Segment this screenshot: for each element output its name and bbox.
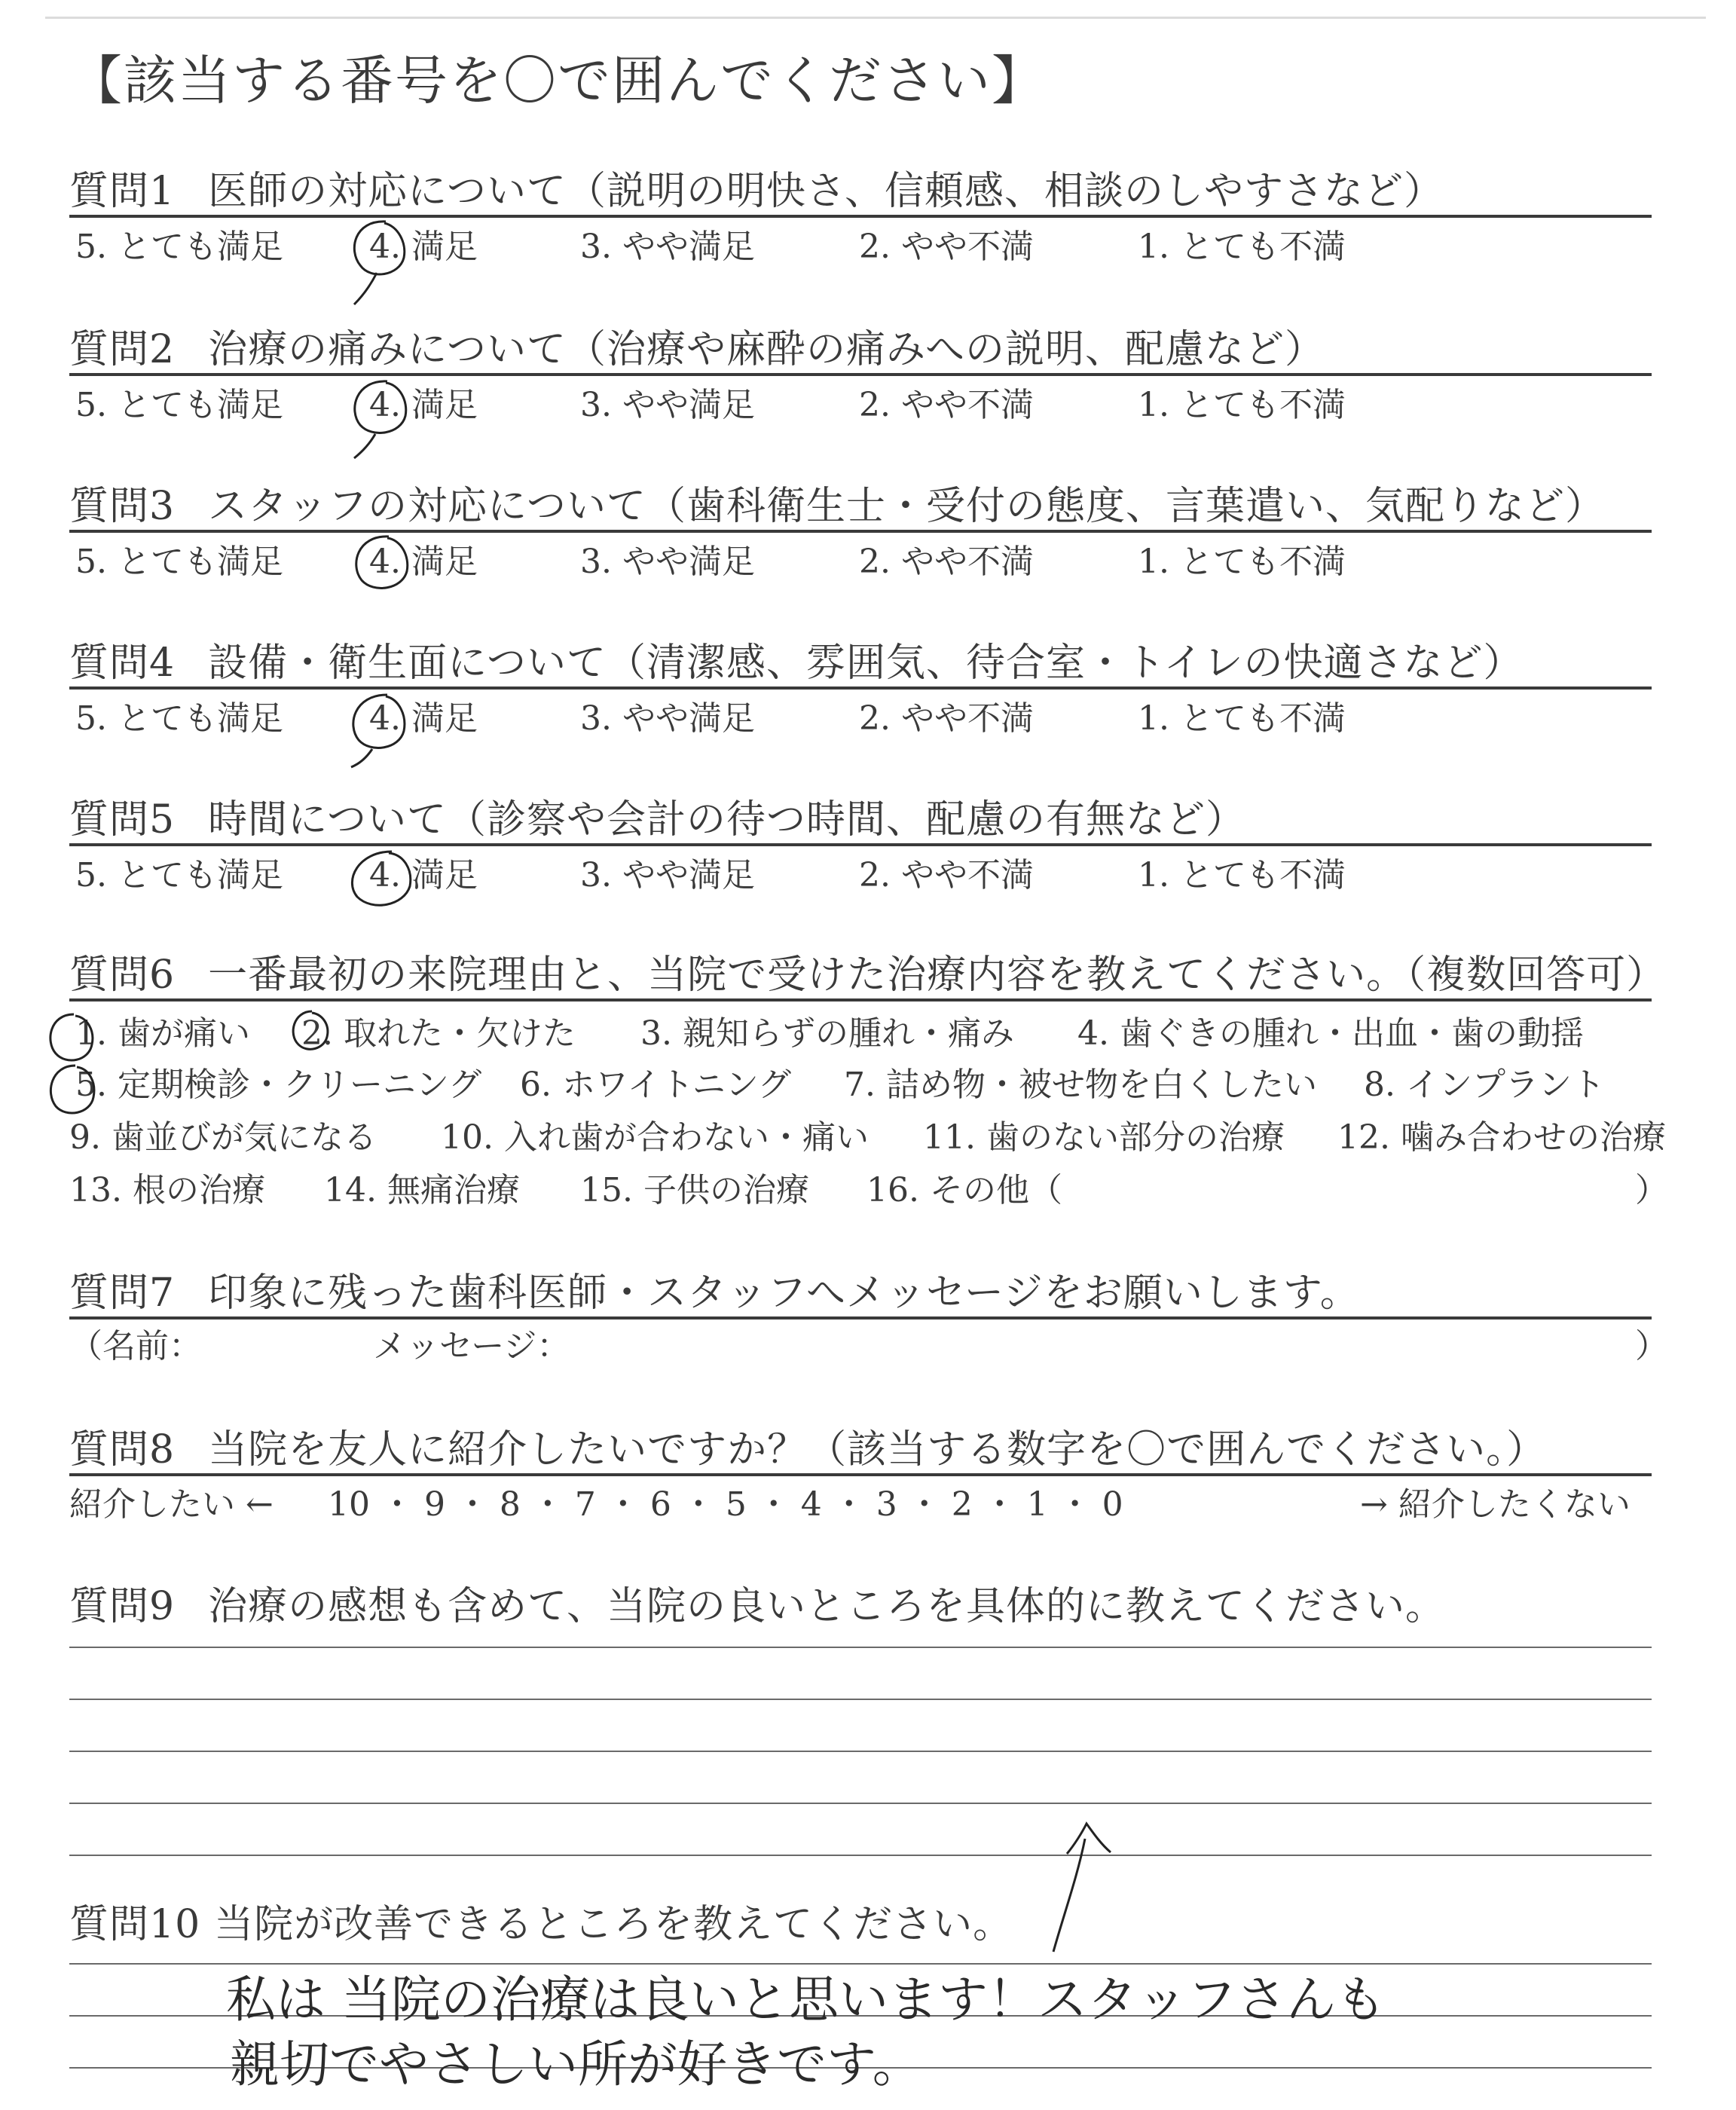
question-2-text: 治療の痛みについて（治療や麻酔の痛みへの説明、配慮など） <box>208 327 1325 372</box>
q1-option-2[interactable]: 2. やや不満 <box>859 228 1034 266</box>
q2-option-4[interactable]: 4. 満足 <box>369 386 478 424</box>
q6-option-1[interactable]: 1. 歯が痛い <box>75 1014 250 1053</box>
q4-option-3[interactable]: 3. やや満足 <box>580 699 755 738</box>
question-10-number: 質問10 <box>69 1902 201 1947</box>
q6-option-12[interactable]: 12. 噛み合わせの治療 <box>1337 1118 1666 1157</box>
question-3-text: スタッフの対応について（歯科衛生士・受付の態度、言葉遣い、気配りなど） <box>208 484 1606 529</box>
q6-option-5[interactable]: 5. 定期検診・クリーニング <box>75 1066 482 1104</box>
q7-close-paren: ） <box>1635 1327 1668 1365</box>
q2-option-5[interactable]: 5. とても満足 <box>75 386 283 424</box>
q1-option-4[interactable]: 4. 満足 <box>369 228 478 266</box>
q5-option-3[interactable]: 3. やや満足 <box>580 856 755 894</box>
q6-option-2[interactable]: 2. 取れた・欠けた <box>301 1014 576 1053</box>
question-8-text: 当院を友人に紹介したいですか？（該当する数字を〇で囲んでください。） <box>208 1427 1547 1472</box>
question-4-text: 設備・衛生面について（清潔感、雰囲気、待合室・トイレの快適さなど） <box>208 641 1524 686</box>
page-title: 【該当する番号を〇で囲んでください】 <box>69 50 1046 112</box>
q8-left-label: 紹介したい ← <box>69 1485 274 1524</box>
q6-option-15[interactable]: 15. 子供の治療 <box>580 1171 809 1209</box>
question-1-number: 質問1 <box>69 169 176 214</box>
question-9-text: 治療の感想も含めて、当院の良いところを具体的に教えてください。 <box>208 1584 1446 1629</box>
q6-option-6[interactable]: 6. ホワイトニング <box>520 1066 792 1104</box>
q6-option-13[interactable]: 13. 根の治療 <box>69 1171 265 1209</box>
q6-option-11[interactable]: 11. 歯のない部分の治療 <box>923 1118 1285 1157</box>
q3-option-1[interactable]: 1. とても不満 <box>1138 543 1346 581</box>
q4-option-4[interactable]: 4. 満足 <box>369 699 478 738</box>
q8-right-label: → 紹介したくない <box>1360 1485 1631 1524</box>
q3-option-4[interactable]: 4. 満足 <box>369 543 478 581</box>
question-6-number: 質問6 <box>69 953 176 998</box>
q8-scale[interactable]: 10 ・ 9 ・ 8 ・ 7 ・ 6 ・ 5 ・ 4 ・ 3 ・ 2 ・ 1 ・ 0 <box>328 1485 1123 1524</box>
question-1-text: 医師の対応について（説明の明快さ、信頼感、相談のしやすさなど） <box>208 169 1444 214</box>
q6-option-7[interactable]: 7. 詰め物・被せ物を白くしたい <box>844 1066 1317 1104</box>
question-8-number: 質問8 <box>69 1427 176 1472</box>
question-7-number: 質問7 <box>69 1271 176 1316</box>
q4-option-2[interactable]: 2. やや不満 <box>859 699 1034 738</box>
arrow-up-icon <box>1053 1824 1111 1952</box>
q6-option-10[interactable]: 10. 入れ歯が合わない・痛い <box>441 1118 869 1157</box>
q4-option-5[interactable]: 5. とても満足 <box>75 699 283 738</box>
q1-option-1[interactable]: 1. とても不満 <box>1138 228 1346 266</box>
q4-option-1[interactable]: 1. とても不満 <box>1138 699 1346 738</box>
q5-option-5[interactable]: 5. とても満足 <box>75 856 283 894</box>
question-10-text: 当院が改善できるところを教えてください。 <box>214 1902 1013 1947</box>
q3-option-3[interactable]: 3. やや満足 <box>580 543 755 581</box>
question-3-number: 質問3 <box>69 484 176 529</box>
q3-option-5[interactable]: 5. とても満足 <box>75 543 283 581</box>
q5-option-4[interactable]: 4. 満足 <box>369 856 478 894</box>
q7-name-label: （名前： <box>69 1327 202 1365</box>
q2-option-1[interactable]: 1. とても不満 <box>1138 386 1346 424</box>
q6-option-16[interactable]: 16. その他（ <box>866 1171 1062 1209</box>
q6-option-9[interactable]: 9. 歯並びが気になる <box>69 1118 377 1157</box>
question-6-text: 一番最初の来院理由と、当院で受けた治療内容を教えてください。（複数回答可） <box>208 953 1667 998</box>
q2-option-2[interactable]: 2. やや不満 <box>859 386 1034 424</box>
q6-option-4[interactable]: 4. 歯ぐきの腫れ・出血・歯の動揺 <box>1077 1014 1584 1053</box>
q6-option-14[interactable]: 14. 無痛治療 <box>324 1171 520 1209</box>
question-2-number: 質問2 <box>69 327 176 372</box>
handwritten-answer-line-2: 親切でやさしい所が好きです。 <box>230 2035 922 2093</box>
q1-option-5[interactable]: 5. とても満足 <box>75 228 283 266</box>
q6-option-8[interactable]: 8. インプラント <box>1364 1066 1605 1104</box>
q6-other-close-paren: ） <box>1635 1171 1668 1209</box>
q3-option-2[interactable]: 2. やや不満 <box>859 543 1034 581</box>
q2-option-3[interactable]: 3. やや満足 <box>580 386 755 424</box>
question-7-text: 印象に残った歯科医師・スタッフへメッセージをお願いします。 <box>208 1271 1360 1316</box>
question-4-number: 質問4 <box>69 641 176 686</box>
q6-option-3[interactable]: 3. 親知らずの腫れ・痛み <box>640 1014 1014 1053</box>
q1-option-3[interactable]: 3. やや満足 <box>580 228 755 266</box>
question-5-number: 質問5 <box>69 797 176 842</box>
question-5-text: 時間について（診察や会計の待つ時間、配慮の有無など） <box>208 797 1246 842</box>
handwritten-answer-line-1: 私は 当院の治療は良いと思います！スタッフさんも <box>226 1971 1386 2029</box>
q5-option-1[interactable]: 1. とても不満 <box>1138 856 1346 894</box>
question-9-number: 質問9 <box>69 1584 176 1629</box>
q5-option-2[interactable]: 2. やや不満 <box>859 856 1034 894</box>
q7-message-label: メッセージ： <box>373 1327 570 1365</box>
